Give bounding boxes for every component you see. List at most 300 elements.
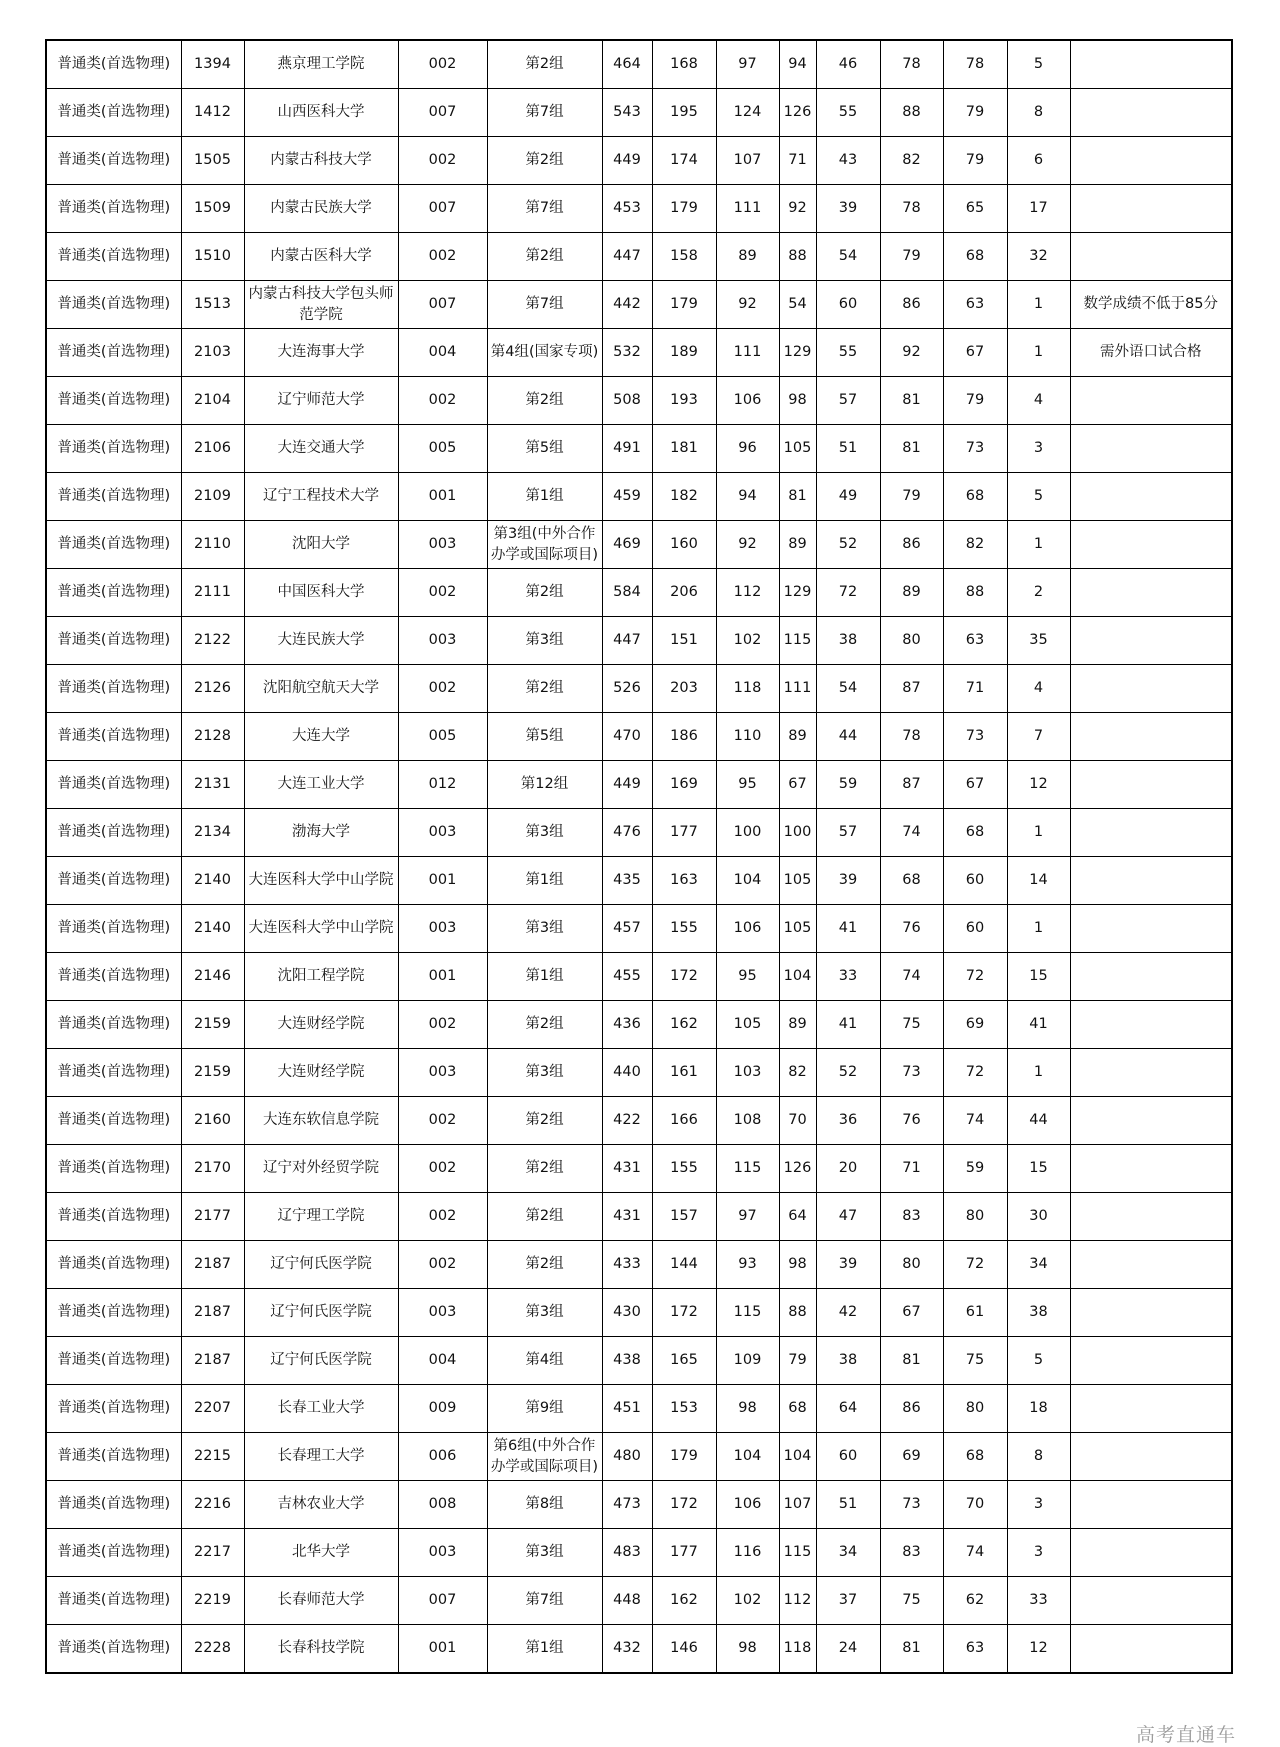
cell-subject-a-score: 104 [716,857,779,905]
table-row [46,185,1232,233]
cell-subject-e-score: 63 [943,617,1007,665]
cell-total-score: 448 [602,1577,652,1625]
cell-subject-c-score: 37 [816,1577,880,1625]
cell-group-code: 003 [398,617,487,665]
cell-subject-b-score: 71 [779,137,816,185]
cell-school-name: 长春师范大学 [244,1577,398,1625]
cell-group-name: 第2组 [487,1097,602,1145]
cell-total-score: 438 [602,1337,652,1385]
table-row [46,233,1232,281]
cell-total-score: 584 [602,569,652,617]
cell-subject-e-score: 73 [943,425,1007,473]
cell-subject-c-score: 36 [816,1097,880,1145]
cell-remark [1070,1577,1232,1625]
cell-subject-c-score: 38 [816,1337,880,1385]
cell-category: 普通类(首选物理) [46,809,181,857]
cell-chinese-math-score: 158 [652,233,716,281]
cell-subject-d-score: 89 [880,569,943,617]
table-row [46,569,1232,617]
cell-subject-a-score: 110 [716,713,779,761]
cell-total-score: 431 [602,1193,652,1241]
cell-subject-c-score: 57 [816,377,880,425]
cell-chinese-math-score: 186 [652,713,716,761]
cell-subject-b-score: 70 [779,1097,816,1145]
cell-school-code: 2109 [181,473,244,521]
cell-subject-b-score: 129 [779,329,816,377]
cell-group-name: 第3组 [487,1049,602,1097]
cell-subject-c-score: 64 [816,1385,880,1433]
cell-total-score: 526 [602,665,652,713]
cell-plan-count: 30 [1007,1193,1070,1241]
cell-subject-b-score: 105 [779,425,816,473]
table-row [46,809,1232,857]
cell-subject-d-score: 83 [880,1529,943,1577]
cell-subject-a-score: 124 [716,89,779,137]
cell-subject-a-score: 111 [716,185,779,233]
cell-subject-a-score: 111 [716,329,779,377]
cell-group-name: 第1组 [487,473,602,521]
cell-group-code: 012 [398,761,487,809]
cell-plan-count: 3 [1007,1529,1070,1577]
cell-category: 普通类(首选物理) [46,1049,181,1097]
cell-plan-count: 4 [1007,665,1070,713]
cell-subject-b-score: 89 [779,521,816,569]
cell-subject-d-score: 81 [880,1337,943,1385]
cell-group-code: 002 [398,377,487,425]
cell-subject-a-score: 108 [716,1097,779,1145]
table-row [46,377,1232,425]
cell-subject-d-score: 80 [880,617,943,665]
cell-remark [1070,1481,1232,1529]
cell-subject-b-score: 68 [779,1385,816,1433]
cell-remark [1070,40,1232,89]
cell-subject-a-score: 115 [716,1289,779,1337]
cell-school-code: 2103 [181,329,244,377]
table-row [46,1433,1232,1481]
cell-group-code: 003 [398,809,487,857]
cell-group-name: 第1组 [487,953,602,1001]
cell-subject-e-score: 59 [943,1145,1007,1193]
cell-school-name: 大连交通大学 [244,425,398,473]
cell-remark [1070,1337,1232,1385]
cell-school-code: 2217 [181,1529,244,1577]
cell-subject-a-score: 102 [716,1577,779,1625]
cell-school-name: 大连大学 [244,713,398,761]
cell-total-score: 457 [602,905,652,953]
cell-subject-b-score: 94 [779,40,816,89]
cell-chinese-math-score: 203 [652,665,716,713]
cell-subject-a-score: 93 [716,1241,779,1289]
cell-subject-c-score: 24 [816,1625,880,1674]
cell-category: 普通类(首选物理) [46,1337,181,1385]
cell-subject-a-score: 104 [716,1433,779,1481]
cell-subject-c-score: 52 [816,521,880,569]
cell-total-score: 459 [602,473,652,521]
cell-subject-e-score: 62 [943,1577,1007,1625]
cell-subject-e-score: 67 [943,761,1007,809]
cell-subject-c-score: 49 [816,473,880,521]
cell-school-name: 大连医科大学中山学院 [244,857,398,905]
cell-subject-a-score: 89 [716,233,779,281]
table-row [46,857,1232,905]
cell-chinese-math-score: 166 [652,1097,716,1145]
cell-subject-a-score: 116 [716,1529,779,1577]
cell-school-name: 大连财经学院 [244,1001,398,1049]
cell-group-name: 第9组 [487,1385,602,1433]
cell-subject-e-score: 60 [943,905,1007,953]
cell-category: 普通类(首选物理) [46,569,181,617]
cell-remark [1070,1241,1232,1289]
table-row [46,1049,1232,1097]
cell-subject-a-score: 98 [716,1625,779,1674]
cell-subject-e-score: 60 [943,857,1007,905]
cell-remark [1070,1097,1232,1145]
cell-group-code: 001 [398,857,487,905]
cell-remark [1070,521,1232,569]
cell-total-score: 480 [602,1433,652,1481]
cell-subject-c-score: 44 [816,713,880,761]
cell-subject-d-score: 68 [880,857,943,905]
cell-chinese-math-score: 179 [652,185,716,233]
cell-group-code: 002 [398,1241,487,1289]
cell-remark [1070,569,1232,617]
cell-remark [1070,233,1232,281]
cell-plan-count: 8 [1007,1433,1070,1481]
cell-subject-b-score: 67 [779,761,816,809]
cell-subject-e-score: 67 [943,329,1007,377]
cell-school-code: 1509 [181,185,244,233]
cell-subject-c-score: 51 [816,425,880,473]
cell-remark [1070,137,1232,185]
cell-total-score: 431 [602,1145,652,1193]
cell-school-code: 2140 [181,857,244,905]
cell-plan-count: 1 [1007,905,1070,953]
cell-subject-d-score: 71 [880,1145,943,1193]
cell-subject-e-score: 63 [943,1625,1007,1674]
cell-subject-d-score: 83 [880,1193,943,1241]
cell-category: 普通类(首选物理) [46,905,181,953]
cell-total-score: 470 [602,713,652,761]
cell-chinese-math-score: 153 [652,1385,716,1433]
cell-subject-d-score: 88 [880,89,943,137]
cell-group-code: 002 [398,40,487,89]
cell-chinese-math-score: 181 [652,425,716,473]
cell-plan-count: 35 [1007,617,1070,665]
cell-group-name: 第3组 [487,905,602,953]
table-row [46,665,1232,713]
cell-chinese-math-score: 172 [652,1481,716,1529]
cell-subject-a-score: 98 [716,1385,779,1433]
cell-subject-e-score: 63 [943,281,1007,329]
cell-total-score: 455 [602,953,652,1001]
cell-total-score: 433 [602,1241,652,1289]
table-row [46,329,1232,377]
cell-subject-b-score: 105 [779,905,816,953]
table-row [46,1529,1232,1577]
cell-school-code: 2146 [181,953,244,1001]
cell-group-code: 007 [398,1577,487,1625]
cell-plan-count: 6 [1007,137,1070,185]
cell-category: 普通类(首选物理) [46,1241,181,1289]
cell-subject-c-score: 39 [816,1241,880,1289]
cell-subject-c-score: 52 [816,1049,880,1097]
cell-remark [1070,1529,1232,1577]
cell-category: 普通类(首选物理) [46,40,181,89]
cell-group-name: 第2组 [487,1145,602,1193]
cell-subject-a-score: 95 [716,953,779,1001]
cell-total-score: 436 [602,1001,652,1049]
cell-remark [1070,713,1232,761]
cell-group-name: 第2组 [487,1241,602,1289]
table-row [46,281,1232,329]
cell-subject-e-score: 88 [943,569,1007,617]
cell-remark [1070,1289,1232,1337]
cell-school-code: 2134 [181,809,244,857]
cell-group-code: 002 [398,569,487,617]
cell-school-code: 1513 [181,281,244,329]
cell-group-code: 004 [398,329,487,377]
cell-school-name: 大连民族大学 [244,617,398,665]
cell-subject-c-score: 41 [816,1001,880,1049]
cell-total-score: 543 [602,89,652,137]
cell-plan-count: 33 [1007,1577,1070,1625]
cell-group-name: 第3组 [487,809,602,857]
cell-group-name: 第4组 [487,1337,602,1385]
cell-category: 普通类(首选物理) [46,1385,181,1433]
cell-group-name: 第2组 [487,1001,602,1049]
table-row [46,953,1232,1001]
cell-group-name: 第3组 [487,617,602,665]
cell-remark [1070,1385,1232,1433]
cell-subject-b-score: 89 [779,1001,816,1049]
cell-chinese-math-score: 163 [652,857,716,905]
cell-chinese-math-score: 179 [652,281,716,329]
cell-group-code: 004 [398,1337,487,1385]
cell-school-name: 长春工业大学 [244,1385,398,1433]
cell-plan-count: 38 [1007,1289,1070,1337]
table-row [46,1625,1232,1674]
cell-subject-b-score: 104 [779,953,816,1001]
table-row [46,761,1232,809]
cell-subject-d-score: 78 [880,713,943,761]
cell-subject-c-score: 42 [816,1289,880,1337]
cell-plan-count: 15 [1007,1145,1070,1193]
cell-subject-a-score: 106 [716,377,779,425]
cell-school-name: 长春科技学院 [244,1625,398,1674]
table-row [46,1337,1232,1385]
cell-school-name: 沈阳工程学院 [244,953,398,1001]
cell-school-name: 辽宁工程技术大学 [244,473,398,521]
cell-plan-count: 15 [1007,953,1070,1001]
cell-plan-count: 44 [1007,1097,1070,1145]
cell-subject-d-score: 81 [880,425,943,473]
cell-subject-e-score: 68 [943,473,1007,521]
cell-school-name: 内蒙古科技大学 [244,137,398,185]
cell-total-score: 447 [602,617,652,665]
cell-subject-c-score: 72 [816,569,880,617]
cell-plan-count: 8 [1007,89,1070,137]
cell-subject-d-score: 74 [880,809,943,857]
cell-subject-d-score: 73 [880,1481,943,1529]
cell-group-name: 第12组 [487,761,602,809]
table-row [46,1385,1232,1433]
cell-school-code: 2207 [181,1385,244,1433]
cell-group-code: 003 [398,521,487,569]
cell-subject-e-score: 65 [943,185,1007,233]
cell-subject-c-score: 55 [816,329,880,377]
cell-group-name: 第7组 [487,281,602,329]
table-row [46,1193,1232,1241]
cell-school-name: 内蒙古医科大学 [244,233,398,281]
cell-remark [1070,89,1232,137]
cell-subject-d-score: 87 [880,761,943,809]
cell-subject-e-score: 72 [943,953,1007,1001]
cell-plan-count: 5 [1007,40,1070,89]
cell-category: 普通类(首选物理) [46,1097,181,1145]
cell-subject-c-score: 20 [816,1145,880,1193]
cell-subject-b-score: 104 [779,1433,816,1481]
cell-subject-b-score: 107 [779,1481,816,1529]
cell-subject-c-score: 39 [816,857,880,905]
cell-subject-c-score: 33 [816,953,880,1001]
cell-subject-b-score: 64 [779,1193,816,1241]
cell-category: 普通类(首选物理) [46,1145,181,1193]
cell-group-code: 001 [398,953,487,1001]
cell-subject-c-score: 54 [816,665,880,713]
table-row [46,1001,1232,1049]
cell-group-code: 002 [398,665,487,713]
cell-school-name: 渤海大学 [244,809,398,857]
cell-subject-e-score: 75 [943,1337,1007,1385]
cell-chinese-math-score: 160 [652,521,716,569]
cell-subject-a-score: 96 [716,425,779,473]
cell-category: 普通类(首选物理) [46,617,181,665]
cell-chinese-math-score: 162 [652,1001,716,1049]
cell-subject-d-score: 76 [880,905,943,953]
cell-chinese-math-score: 182 [652,473,716,521]
watermark-text: 高考直通车 [1136,1724,1237,1746]
cell-school-name: 辽宁对外经贸学院 [244,1145,398,1193]
cell-chinese-math-score: 195 [652,89,716,137]
cell-subject-b-score: 112 [779,1577,816,1625]
cell-chinese-math-score: 206 [652,569,716,617]
cell-total-score: 483 [602,1529,652,1577]
cell-school-name: 沈阳航空航天大学 [244,665,398,713]
cell-group-code: 002 [398,1097,487,1145]
cell-group-code: 009 [398,1385,487,1433]
cell-remark [1070,185,1232,233]
table-row [46,40,1232,89]
cell-school-code: 1412 [181,89,244,137]
cell-remark [1070,1001,1232,1049]
cell-total-score: 447 [602,233,652,281]
cell-subject-a-score: 105 [716,1001,779,1049]
cell-remark [1070,1625,1232,1674]
cell-school-name: 辽宁何氏医学院 [244,1289,398,1337]
cell-plan-count: 5 [1007,473,1070,521]
cell-plan-count: 7 [1007,713,1070,761]
cell-category: 普通类(首选物理) [46,1577,181,1625]
cell-subject-e-score: 79 [943,377,1007,425]
cell-group-name: 第5组 [487,713,602,761]
cell-school-name: 辽宁何氏医学院 [244,1337,398,1385]
cell-remark [1070,1145,1232,1193]
cell-plan-count: 1 [1007,1049,1070,1097]
cell-school-name: 长春理工大学 [244,1433,398,1481]
cell-school-name: 北华大学 [244,1529,398,1577]
cell-total-score: 473 [602,1481,652,1529]
cell-subject-b-score: 79 [779,1337,816,1385]
cell-chinese-math-score: 193 [652,377,716,425]
cell-plan-count: 17 [1007,185,1070,233]
cell-school-code: 2140 [181,905,244,953]
cell-category: 普通类(首选物理) [46,713,181,761]
cell-category: 普通类(首选物理) [46,665,181,713]
cell-remark [1070,761,1232,809]
cell-subject-a-score: 95 [716,761,779,809]
cell-school-name: 中国医科大学 [244,569,398,617]
cell-subject-d-score: 67 [880,1289,943,1337]
cell-remark [1070,1433,1232,1481]
cell-group-name: 第3组 [487,1289,602,1337]
cell-group-code: 002 [398,137,487,185]
cell-total-score: 476 [602,809,652,857]
cell-chinese-math-score: 177 [652,1529,716,1577]
cell-chinese-math-score: 144 [652,1241,716,1289]
cell-subject-e-score: 78 [943,40,1007,89]
cell-group-code: 003 [398,1049,487,1097]
cell-group-code: 001 [398,1625,487,1674]
cell-group-code: 003 [398,905,487,953]
cell-chinese-math-score: 177 [652,809,716,857]
cell-category: 普通类(首选物理) [46,185,181,233]
cell-school-name: 内蒙古民族大学 [244,185,398,233]
cell-group-code: 006 [398,1433,487,1481]
cell-subject-e-score: 82 [943,521,1007,569]
table-row [46,713,1232,761]
cell-school-name: 大连海事大学 [244,329,398,377]
cell-subject-e-score: 69 [943,1001,1007,1049]
cell-subject-e-score: 68 [943,233,1007,281]
cell-subject-a-score: 100 [716,809,779,857]
cell-total-score: 453 [602,185,652,233]
cell-subject-b-score: 126 [779,1145,816,1193]
cell-subject-c-score: 60 [816,1433,880,1481]
cell-subject-e-score: 73 [943,713,1007,761]
cell-subject-d-score: 80 [880,1241,943,1289]
table-row [46,1241,1232,1289]
cell-subject-d-score: 79 [880,473,943,521]
cell-category: 普通类(首选物理) [46,1481,181,1529]
cell-category: 普通类(首选物理) [46,89,181,137]
table-row [46,137,1232,185]
cell-subject-c-score: 47 [816,1193,880,1241]
cell-category: 普通类(首选物理) [46,329,181,377]
cell-school-code: 1505 [181,137,244,185]
table-row [46,425,1232,473]
cell-subject-e-score: 79 [943,89,1007,137]
cell-school-code: 2111 [181,569,244,617]
cell-school-name: 大连医科大学中山学院 [244,905,398,953]
cell-subject-a-score: 115 [716,1145,779,1193]
cell-school-code: 2159 [181,1001,244,1049]
cell-remark [1070,665,1232,713]
cell-category: 普通类(首选物理) [46,137,181,185]
cell-school-code: 2126 [181,665,244,713]
cell-subject-d-score: 78 [880,40,943,89]
cell-group-name: 第7组 [487,89,602,137]
cell-group-name: 第2组 [487,1193,602,1241]
